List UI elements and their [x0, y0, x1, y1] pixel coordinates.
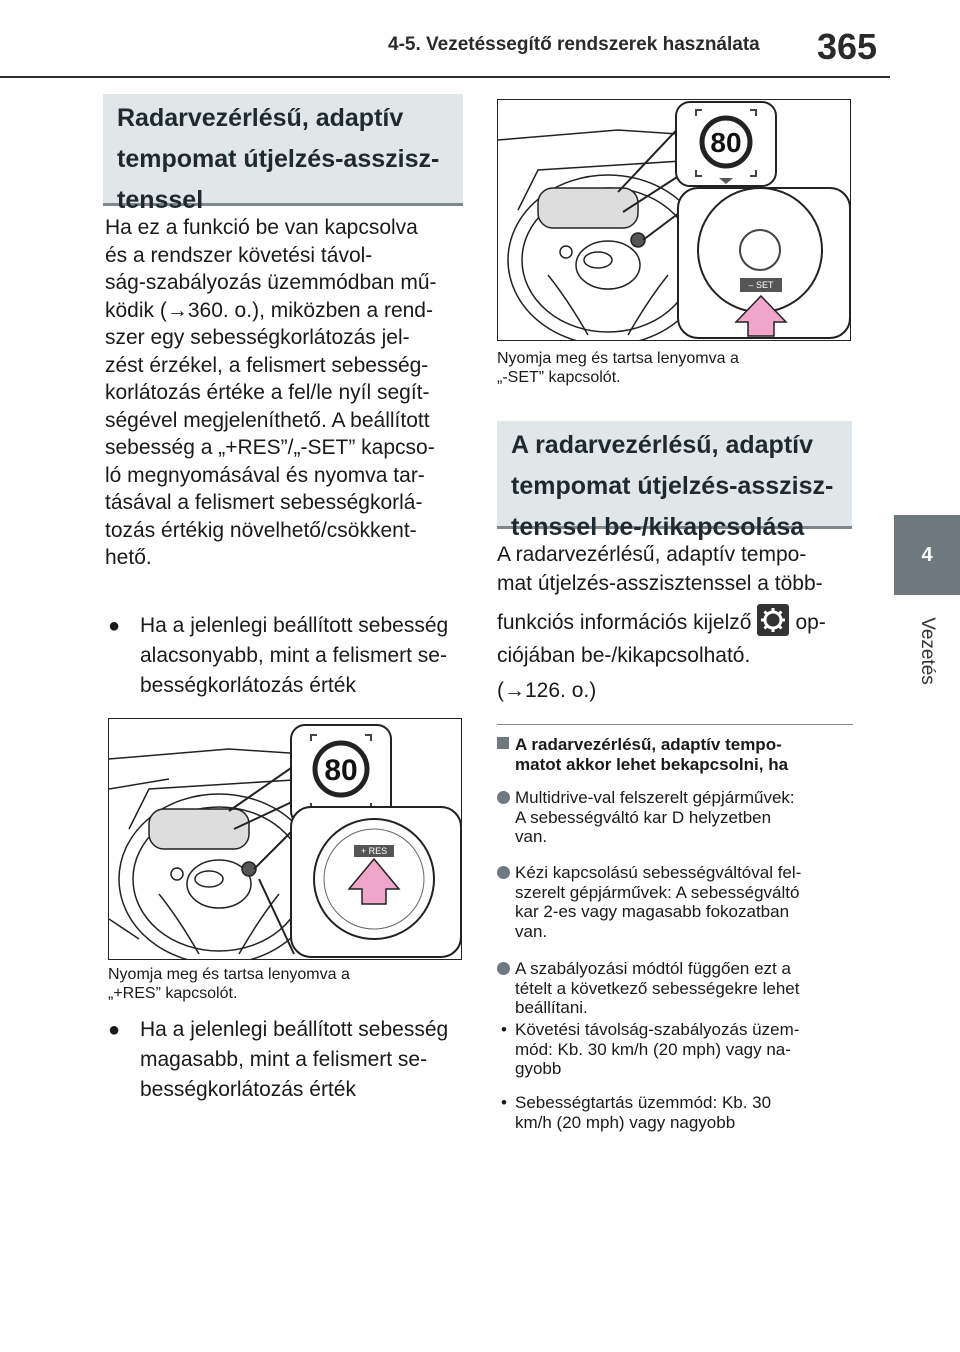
- bullet-line: bességkorlátozás érték: [140, 1078, 356, 1101]
- bullet-line: magasabb, mint a felismert se-: [140, 1048, 428, 1071]
- bullet-line: Ha a jelenlegi beállított sebesség: [140, 614, 449, 637]
- dash-item: [497, 1093, 857, 1133]
- heading-line: tempomat útjelzés-asszisz-: [117, 145, 440, 173]
- paragraph-fragment: funkciós információs kijelző: [497, 611, 752, 634]
- condition-line: van.: [515, 827, 548, 846]
- subheading-text: A radarvezérlésű, adaptív tempo-: [515, 735, 782, 754]
- circle-bullet-icon: [497, 962, 510, 975]
- paragraph-line: [497, 604, 857, 637]
- paragraph-line: (→126. o.): [497, 679, 597, 702]
- dash-line: mód: Kb. 30 km/h (20 mph) vagy na-: [515, 1039, 791, 1059]
- dash-line: Sebességtartás üzemmód: Kb. 30: [515, 1093, 772, 1112]
- condition-line: kar 2-es vagy magasabb fokozatban: [515, 902, 790, 921]
- dash-line: gyobb: [515, 1059, 562, 1078]
- condition-line: van.: [515, 921, 548, 941]
- heading-line: tenssel be-/kikapcsolása: [511, 513, 805, 541]
- paragraph-line: korlátozás értéke a fel/le nyíl segít-: [105, 381, 430, 404]
- dash-bullet-icon: •: [501, 1020, 507, 1039]
- set-switch-illustration: [497, 99, 851, 341]
- bullet-line: bességkorlátozás érték: [140, 674, 356, 697]
- speed-limit-sign-value: 80: [324, 754, 358, 787]
- bullet-item: [108, 611, 480, 703]
- caption-line: Nyomja meg és tartsa lenyomva a: [108, 966, 350, 983]
- circle-bullet-icon: [497, 791, 510, 804]
- paragraph-line: ló megnyomásával és nyomva tar-: [105, 463, 425, 487]
- steering-wheel-res-icon: [109, 719, 462, 960]
- res-switch-illustration: [108, 718, 462, 960]
- circle-bullet-icon: [497, 866, 510, 879]
- chapter-label-text: Vezetés: [917, 617, 938, 685]
- condition-item: [497, 959, 857, 1019]
- left-figure-caption: [108, 966, 468, 1003]
- caption-line: „-SET” kapcsolót.: [497, 368, 621, 386]
- condition-line: szerelt gépjárművek: A sebességváltó: [515, 882, 800, 902]
- speed-limit-sign-value: 80: [710, 127, 742, 158]
- bullet-dot-icon: ●: [108, 615, 121, 637]
- dash-line: km/h (20 mph) vagy nagyobb: [515, 1112, 736, 1132]
- page-number: 365: [817, 26, 878, 67]
- paragraph-line: mat útjelzés-asszisztenssel a több-: [497, 572, 823, 595]
- dash-line: Követési távolság-szabályozás üzem-: [515, 1020, 800, 1039]
- right-figure-caption: [497, 350, 857, 387]
- heading-line: Radarvezérlésű, adaptív: [117, 104, 404, 132]
- paragraph-line: tozás értékig növelhető/csökkent-: [105, 518, 417, 542]
- left-paragraph: [105, 214, 465, 572]
- paragraph-line: sebesség a „+RES”/„-SET” kapcso-: [105, 436, 435, 459]
- condition-item: [497, 788, 857, 848]
- bullet-dot-icon: ●: [108, 1019, 121, 1041]
- bullet-item: [108, 1015, 480, 1107]
- paragraph-line: A radarvezérlésű, adaptív tempo-: [497, 543, 807, 566]
- steering-wheel-set-icon: [498, 100, 851, 341]
- paragraph-line: és a rendszer követési távol-: [105, 243, 373, 267]
- paragraph-line: ciójában be-/kikapcsolható.: [497, 644, 751, 667]
- condition-line: Kézi kapcsolású sebességváltóval fel-: [515, 863, 802, 882]
- condition-item: [497, 863, 857, 943]
- paragraph-line: zést érzékel, a felismert sebesség-: [105, 353, 429, 377]
- subheading-line: matot akkor lehet bekapcsolni, ha: [515, 754, 789, 774]
- paragraph-line: tásával a felismert sebességkorlá-: [105, 491, 423, 514]
- condition-line: tételt a következő sebességekre lehet: [515, 978, 800, 998]
- subheading-line: [497, 735, 857, 755]
- subsection-heading: [497, 735, 857, 774]
- set-button-label: – SET: [748, 280, 774, 290]
- chapter-tab: 4: [894, 515, 960, 595]
- heading-line: tenssel: [117, 186, 204, 214]
- heading-line: A radarvezérlésű, adaptív: [511, 431, 813, 459]
- paragraph-line: ségével megjeleníthető. A beállított: [105, 408, 430, 432]
- subsection-rule: [497, 724, 853, 725]
- bullet-line: alacsonyabb, mint a felismert se-: [140, 644, 447, 667]
- bullet-line: Ha a jelenlegi beállított sebesség: [140, 1018, 449, 1041]
- settings-gear-icon: [757, 604, 789, 636]
- caption-line: „+RES” kapcsolót.: [108, 984, 238, 1002]
- paragraph-line: ködik (→360. o.), miközben a rend-: [105, 298, 433, 322]
- paragraph-line: ság-szabályozás üzemmódban mű-: [105, 271, 437, 294]
- res-button-label: + RES: [360, 846, 388, 856]
- condition-line: A szabályozási módtól függően ezt a: [515, 959, 791, 978]
- condition-line: A sebességváltó kar D helyzetben: [515, 807, 772, 827]
- heading-line: tempomat útjelzés-asszisz-: [511, 472, 834, 500]
- dash-bullet-icon: •: [501, 1093, 507, 1112]
- condition-line: Multidrive-val felszerelt gépjárművek:: [515, 788, 795, 807]
- paragraph-line: szer egy sebességkorlátozás jel-: [105, 326, 410, 349]
- dash-item: [497, 1020, 857, 1080]
- paragraph-fragment: op-: [795, 611, 826, 634]
- left-section-heading: [103, 94, 463, 214]
- paragraph-line: hető.: [105, 546, 152, 569]
- paragraph-line: Ha ez a funkció be van kapcsolva: [105, 216, 418, 239]
- header-rule: [0, 76, 890, 78]
- right-section-heading: [497, 421, 852, 541]
- section-title: 4-5. Vezetéssegítő rendszerek használata: [388, 34, 760, 55]
- caption-line: Nyomja meg és tartsa lenyomva a: [497, 350, 739, 367]
- right-paragraph: [497, 540, 857, 705]
- condition-line: beállítani.: [515, 998, 588, 1017]
- chapter-label: [894, 596, 960, 706]
- square-bullet-icon: [497, 737, 509, 749]
